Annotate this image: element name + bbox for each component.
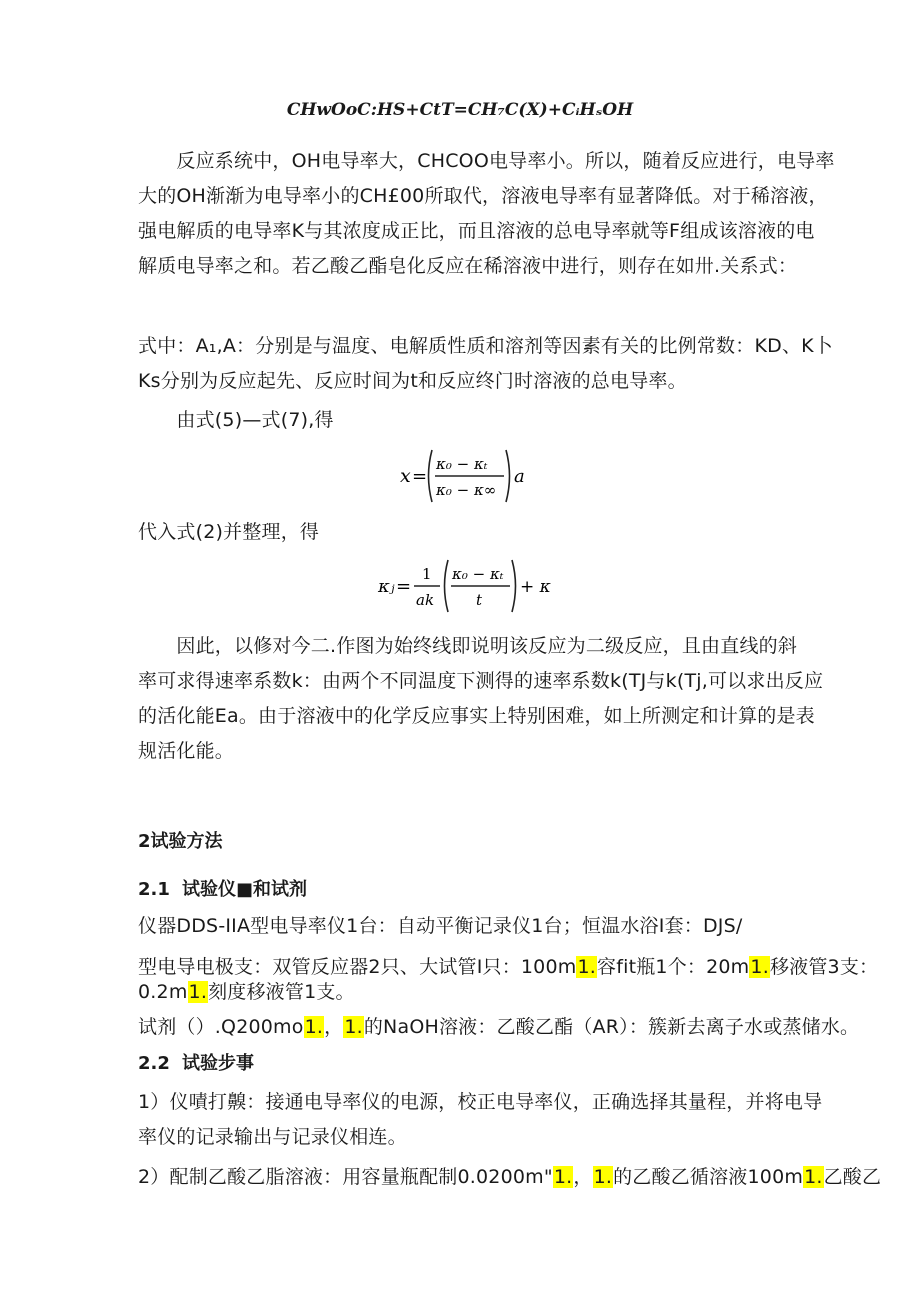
formula1-right-paren — [506, 450, 510, 502]
reagents-part3: 的NaOH溶液：乙酸乙酯（AR）：簇新去离子水或蒸储水。 — [363, 1016, 860, 1038]
section-2-title: 2试验方法 — [138, 831, 223, 852]
reagents-part1: 试剂（）.Q200mo — [138, 1016, 304, 1038]
step2-line — [138, 1162, 881, 1192]
reaction-equation: CHwOoC:HS+CtT=CH₇C(X)+CᵢHₛOH — [286, 100, 634, 120]
paragraph3-line2: 率可求得速率系数k：由两个不同温度下测得的速率系数k(TJ与k(Tj,可以求出反应 — [138, 670, 824, 692]
formula2-one: 1 — [422, 565, 432, 583]
step1-line2: 率仪的记录输出与记录仪相连。 — [138, 1126, 407, 1148]
highlight-4: 1. — [304, 1016, 324, 1038]
subsection-2-2-title — [138, 1050, 254, 1078]
paragraph1-line1: 反应系统中，OH电导率大，CHCOO电导率小。所以，随着反应进行，电导率 — [138, 150, 835, 172]
subsection-2-1-number: 2.1 — [138, 879, 170, 900]
formula1-lhs: x — [400, 465, 411, 487]
paragraph1-line3: 强电解质的电导率K与其浓度成正比，而且溶液的总电导率就等F组成该溶液的电 — [138, 220, 815, 242]
reagents-line — [138, 1012, 859, 1042]
step2-part4: 乙酸乙 — [823, 1166, 882, 1188]
step2-part1: 2）配制乙酸乙脂溶液：用容量瓶配制0.0200m" — [138, 1166, 553, 1188]
formula-conversion-svg — [396, 442, 536, 510]
substitution-note: 代入式(2)并整理，得 — [138, 521, 320, 543]
formula1-left-paren — [429, 450, 433, 502]
subsection-2-2-number: 2.2 — [138, 1053, 170, 1074]
paragraph2-line2: Ks分别为反应起先、反应时间为t和反应终门时溶液的总电导率。 — [138, 370, 687, 392]
paragraph2-line1: 式中：A₁,A：分别是与温度、电解质性质和溶剂等因素有关的比例常数：KD、K卜 — [138, 335, 834, 357]
highlight-7: 1. — [593, 1166, 613, 1188]
formula2-equals: = — [396, 576, 412, 597]
formula2-numerator: κ₀ − κₜ — [452, 565, 504, 583]
instruments-line3 — [138, 977, 355, 1007]
step2-part3: 的乙酸乙循溶液100m — [613, 1166, 804, 1188]
paragraph1-line2: 大的OH渐渐为电导率小的CH£00所取代，溶液电导率有显著降低。对于稀溶液， — [138, 185, 828, 207]
highlight-3: 1. — [188, 981, 208, 1003]
subsection-2-1-text: 试验仪■和试剂 — [182, 879, 308, 900]
step1-line1: 1）仪嘖打齅：接通电导率仪的电源，校正电导率仪，正确选择其量程，并将电导 — [138, 1091, 823, 1113]
instruments-line3-part2: 刻度移液管1支。 — [208, 981, 355, 1003]
formula2-right-paren — [512, 560, 516, 612]
highlight-6: 1. — [553, 1166, 573, 1188]
instruments-line2-part1: 型电导电极支：双管反应器2只、大试管I只：100m — [138, 956, 577, 978]
formula2-tail: + κ — [520, 577, 551, 597]
formula1-denominator: κ₀ − κ∞ — [436, 481, 497, 499]
formula1-tail: a — [514, 466, 525, 487]
step2-part2: ， — [573, 1166, 593, 1188]
formula-conversion — [396, 442, 536, 510]
paragraph3-line3: 的活化能Ea。由于溶液中的化学反应事实上特别困难，如上所测定和计算的是表 — [138, 705, 815, 727]
highlight-2: 1. — [750, 956, 769, 978]
highlight-5: 1. — [344, 1016, 363, 1038]
instruments-line1: 仪器DDS-IIA型电导率仪1台：自动平衡记录仪1台；恒温水浴I套：DJS/ — [138, 915, 743, 937]
highlight-1: 1. — [577, 956, 596, 978]
paragraph3-line4: 规活化能。 — [138, 740, 235, 762]
formula2-denominator: t — [476, 591, 483, 609]
formula-rate — [376, 552, 551, 620]
instruments-line3-part1: 0.2m — [138, 981, 188, 1003]
subsection-2-2-text: 试验步事 — [182, 1053, 254, 1074]
formula1-equals: = — [412, 466, 428, 487]
paragraph3-line1: 因此，以修对今二.作图为始终线即说明该反应为二级反应，且由直线的斜 — [138, 635, 798, 657]
instruments-line2-part3: 移液管3支： — [769, 956, 879, 978]
formula2-lhs: κⱼ — [378, 576, 395, 597]
derivation-note: 由式(5)—式(7),得 — [138, 409, 334, 431]
subsection-2-1-title — [138, 876, 307, 904]
formula2-left-paren — [445, 560, 449, 612]
formula2-ak: ak — [416, 591, 435, 609]
highlight-8: 1. — [804, 1166, 823, 1188]
instruments-line2-part2: 容fit瓶1个：20m — [597, 956, 750, 978]
reagents-part2: ， — [324, 1016, 344, 1038]
formula-rate-svg — [376, 552, 551, 620]
paragraph1-line4: 解质电导率之和。若乙酸乙酯皂化反应在稀溶液中进行，则存在如卅.关系式： — [138, 255, 798, 277]
formula1-numerator: κ₀ − κₜ — [436, 455, 488, 473]
